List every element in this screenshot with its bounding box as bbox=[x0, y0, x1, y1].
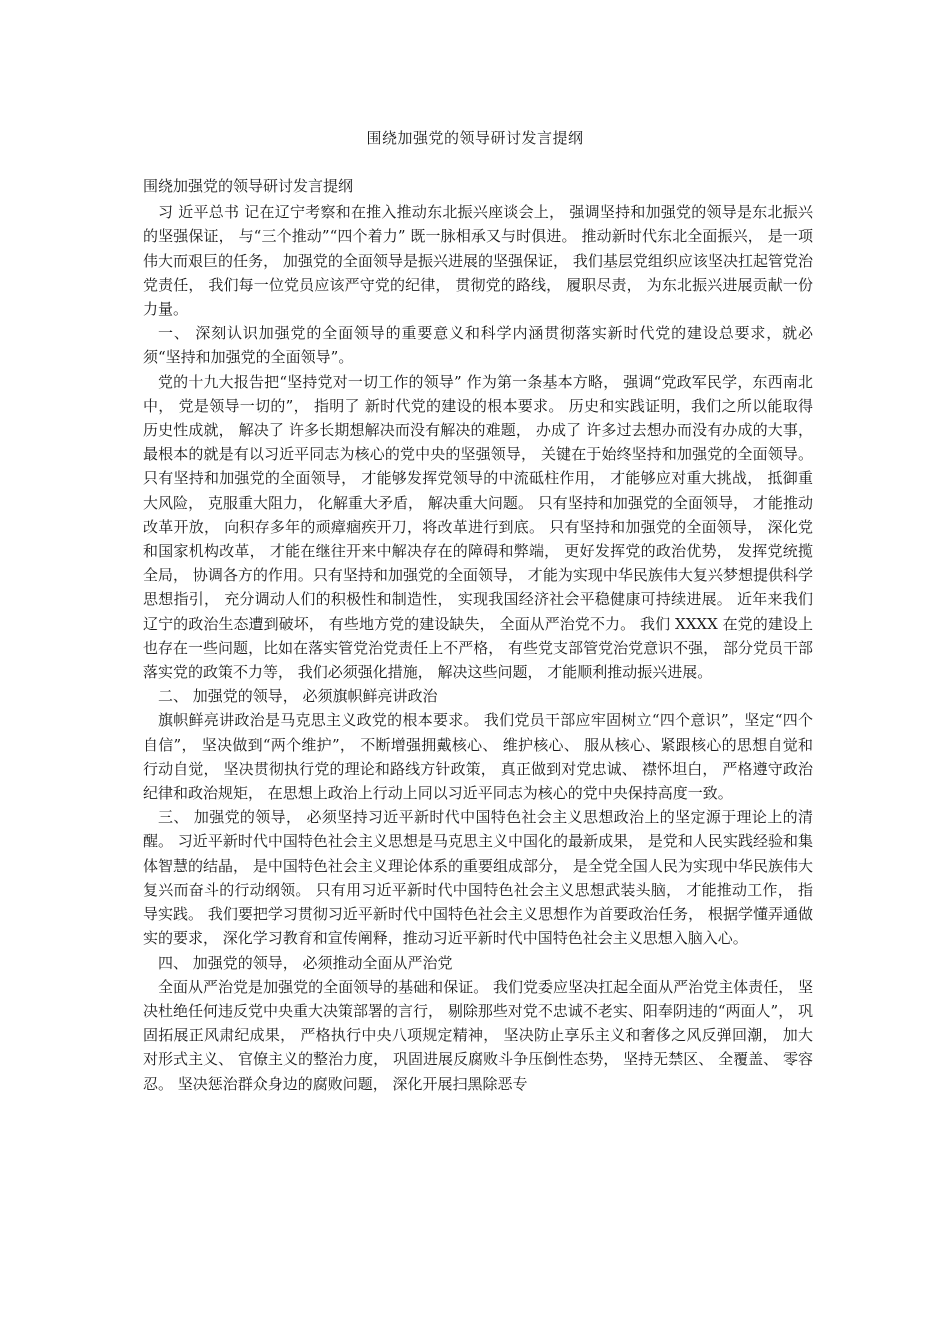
document-title: 围绕加强党的领导研讨发言提纲 bbox=[366, 129, 584, 147]
section-heading-4: 四、 加强党的领导， 必须推动全面从严治党 bbox=[158, 953, 453, 972]
document-subtitle: 围绕加强党的领导研讨发言提纲 bbox=[143, 177, 354, 195]
paragraph-section-4: 全面从严治党是加强党的全面领导的基础和保证。 我们党委应坚决扛起全面从严治党主体责任， 坚决杜绝任何违反党中央重大决策部署的言行， 剔除那些对党不忠诚不老实、阳奉阴违的“两面人”， 巩固拓展正风肃纪成果， 严格执行中央八项规定精神， 坚决防止享乐主义和奢侈之风反弹回潮， 加大对形式主义、 官僚主义的整治力度， 巩固进展反腐败斗争压倒性态势， 坚持无禁区、 全覆盖、 零容忍。 坚决惩治群众身边的腐败问题， 深化开展扫黑除恶专 bbox=[143, 977, 813, 1093]
document-body bbox=[143, 174, 813, 1096]
section-heading-1: 一、 深刻认识加强党的全面领导的重要意义和科学内涵贯彻落实新时代党的建设总要求，就必须“坚持和加强党的全面领导”。 bbox=[143, 324, 813, 367]
paragraph-section-1: 党的十九大报告把“坚持党对一切工作的领导” 作为第一条基本方略， 强调“党政军民学，东西南北中， 党是领导一切的”， 指明了 新时代党的建设的根本要求。 历史和实践证明，我们之所以能取得历史性成就， 解决了 许多长期想解决而没有解决的难题， 办成了 许多过去想办而没有办成的大事， 最根本的就是有以习近平同志为核心的党中央的坚强领导， 关键在于始终坚持和加强党的全面领导。 只有坚持和加强党的全面领导， 才能够发挥党领导的中流砥柱作用， 才能够应对重大挑战， 抵御重大风险， 克服重大阻力， 化解重大矛盾， 解决重大问题。 只有坚持和加强党的全面领导， 才能推动改革开放， 向积存多年的顽瘴痼疾开刀，将改革进行到底。 只有坚持和加强党的全面领导， 深化党和国家机构改革， 才能在继往开来中解决存在的障碍和弊端， 更好发挥党的政治优势， 发挥党统揽全局， 协调各方的作用。只有坚持和加强党的全面领导， 才能为实现中华民族伟大复兴梦想提供科学思想指引， 充分调动人们的积极性和制造性， 实现我国经济社会平稳健康可持续进展。 近年来我们辽宁的政治生态遭到破坏， 有些地方党的建设缺失， 全面从严治党不力。 我们 XXXX 在党的建设上也存在一些问题，比如在落实管党治党责任上不严格， 有些党支部管党治党意识不强， 部分党员干部落实党的政策不力等， 我们必须强化措施， 解决这些问题， 才能顺利推动振兴进展。 bbox=[143, 372, 813, 682]
section-heading-2: 二、 加强党的领导， 必须旗帜鲜亮讲政治 bbox=[158, 687, 438, 706]
paragraph-section-3: 三、 加强党的领导， 必须坚持习近平新时代中国特色社会主义思想政治上的坚定源于理论上的清醒。 习近平新时代中国特色社会主义思想是马克思主义中国化的最新成果， 是党和人民实践经验和集体智慧的结晶， 是中国特色社会主义理论体系的重要组成部分， 是全党全国人民为实现中华民族伟大复兴而奋斗的行动纲领。 只有用习近平新时代中国特色社会主义思想武装头脑， 才能推动工作， 指导实践。 我们要把学习贯彻习近平新时代中国特色社会主义思想作为首要政治任务， 根据学懂弄通做实的要求， 深化学习教育和宣传阐释，推动习近平新时代中国特色社会主义思想入脑入心。 bbox=[143, 808, 813, 948]
paragraph-section-2: 旗帜鲜亮讲政治是马克思主义政党的根本要求。 我们党员干部应牢固树立“四个意识”，坚定“四个自信”， 坚决做到“两个维护”， 不断增强拥戴核心、 维护核心、 服从核心、紧跟核心的思想自觉和行动自觉， 坚决贯彻执行党的理论和路线方针政策， 真正做到对党忠诚、 襟怀坦白， 严格遵守政治纪律和政治规矩， 在思想上政治上行动上同以习近平同志为核心的党中央保持高度一致。 bbox=[143, 711, 813, 803]
paragraph-intro: 习 近平总书 记在辽宁考察和在推入推动东北振兴座谈会上， 强调坚持和加强党的领导是东北振兴的坚强保证， 与“三个推动”“四个着力” 既一脉相承又与时俱进。 推动新时代东北全面振兴， 是一项伟大而艰巨的任务， 加强党的全面领导是振兴进展的坚强保证， 我们基层党组织应该坚决扛起管党治党责任， 我们每一位党员应该严守党的纪律， 贯彻党的路线， 履职尽责， 为东北振兴进展贡献一份力量。 bbox=[143, 203, 813, 319]
